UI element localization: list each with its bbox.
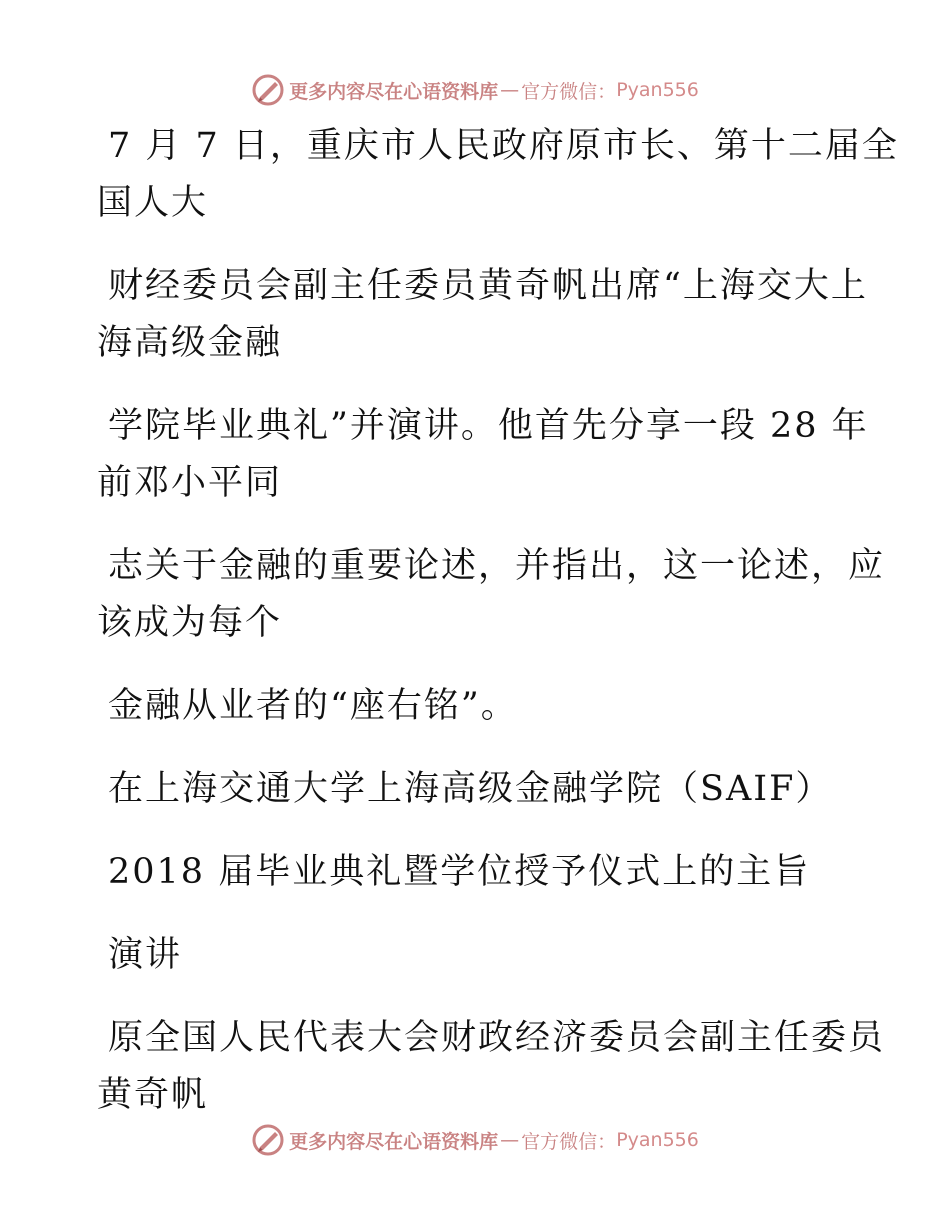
paragraph-line: 志关于金融的重要论述，并指出，这一论述，应 <box>108 546 886 586</box>
header-watermark <box>0 70 950 110</box>
paragraph-line: 学院毕业典礼”并演讲。他首先分享一段 28 年 <box>108 406 869 446</box>
paragraph-line: 黄奇帆 <box>97 1075 209 1115</box>
paragraph <box>0 927 950 984</box>
document-body <box>0 118 950 1124</box>
watermark-separator: — <box>500 1129 520 1151</box>
watermark-wechat-id: Pyan556 <box>616 79 699 101</box>
paragraph <box>0 538 950 652</box>
footer-watermark <box>0 1120 950 1160</box>
paragraph <box>0 761 950 818</box>
paragraph-line: 海高级金融 <box>97 323 283 363</box>
logo-icon <box>251 1123 285 1157</box>
paragraph <box>0 844 950 901</box>
paragraph <box>0 118 950 232</box>
paragraph-line: 在上海交通大学上海高级金融学院（SAIF） <box>108 769 833 809</box>
paragraph <box>0 398 950 512</box>
watermark-text: 更多内容尽在心语资料库 <box>289 1130 499 1153</box>
paragraph-line: 原全国人民代表大会财政经济委员会副主任委员 <box>108 1018 886 1058</box>
paragraph-line: 前邓小平同 <box>97 463 283 503</box>
paragraph <box>0 258 950 372</box>
watermark-wechat-label: 官方微信： <box>521 1130 617 1153</box>
paragraph-line: 2018 届毕业典礼暨学位授予仪式上的主旨 <box>108 852 811 892</box>
watermark-wechat-id: Pyan556 <box>616 1129 699 1151</box>
paragraph-line: 该成为每个 <box>97 603 283 643</box>
logo-icon <box>251 73 285 107</box>
watermark-wechat-label: 官方微信： <box>521 80 617 103</box>
watermark-separator: — <box>500 79 520 101</box>
paragraph <box>0 1010 950 1124</box>
paragraph-line: 演讲 <box>108 935 183 975</box>
paragraph-line: 金融从业者的“座右铭”。 <box>108 686 518 726</box>
watermark-text: 更多内容尽在心语资料库 <box>289 80 499 103</box>
paragraph <box>0 678 950 735</box>
paragraph-line: 7 月 7 日，重庆市人民政府原市长、第十二届全 <box>108 126 899 166</box>
paragraph-line: 财经委员会副主任委员黄奇帆出席“上海交大上 <box>108 266 868 306</box>
paragraph-line: 国人大 <box>97 183 209 223</box>
